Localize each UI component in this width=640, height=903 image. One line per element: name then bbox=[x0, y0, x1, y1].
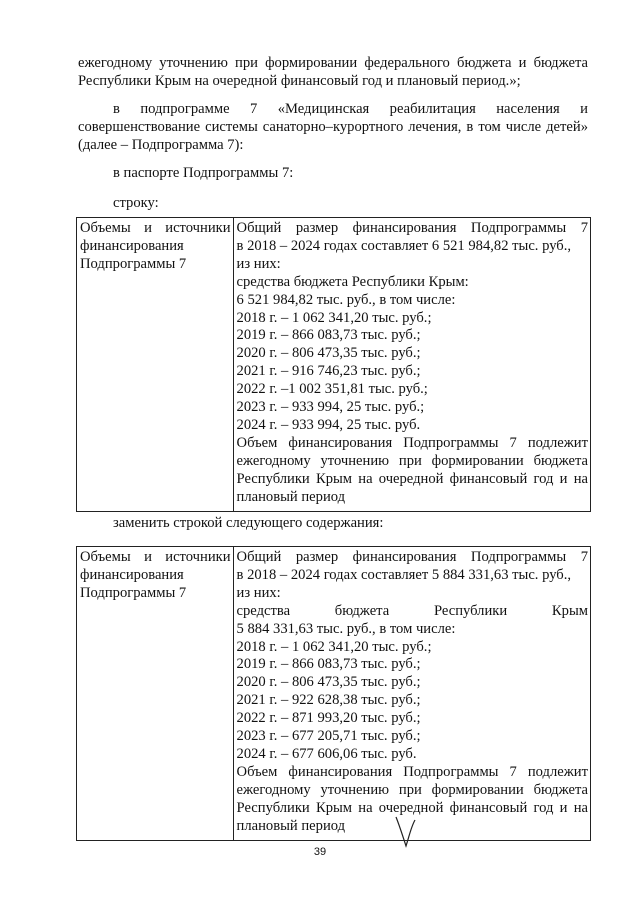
intro-continuation: ежегодному уточнению при формировании федерального бюджета и бюджета Республики Крым на очередной финансовый год и плановый период.»; bbox=[78, 55, 588, 89]
total-line: Общий размер финансирования Подпрограммы 7 bbox=[236, 220, 588, 236]
of-them-line: из них: bbox=[236, 255, 281, 272]
table-row bbox=[77, 547, 591, 841]
year-line: 2020 г. – 806 473,35 тыс. руб.; bbox=[236, 345, 421, 362]
year-line: 2020 г. – 806 473,35 тыс. руб.; bbox=[236, 674, 421, 691]
adjustment-note: Объем финансирования Подпрограммы 7 подлежит ежегодному уточнению при формировании бюджета Республики Крым на очередной финансовый год и на плановый период bbox=[236, 434, 588, 505]
year-line: 2022 г. –1 002 351,81 тыс. руб.; bbox=[236, 381, 428, 398]
year-line: 2021 г. – 916 746,23 тыс. руб.; bbox=[236, 363, 421, 380]
adjustment-note: Объем финансирования Подпрограммы 7 подлежит ежегодному уточнению при формировании бюджета Республики Крым на очередной финансовый год и на плановый период bbox=[236, 763, 588, 834]
source-amount-line: 6 521 984,82 тыс. руб., в том числе: bbox=[236, 291, 456, 308]
row-label: Объемы и источники финансирования Подпрограммы 7 bbox=[77, 218, 234, 512]
row-content bbox=[233, 547, 590, 841]
year-line: 2022 г. – 871 993,20 тыс. руб.; bbox=[236, 710, 421, 727]
old-financing-table bbox=[76, 217, 591, 512]
year-line: 2018 г. – 1 062 341,20 тыс. руб.; bbox=[236, 309, 432, 326]
year-line: 2024 г. – 933 994, 25 тыс. руб. bbox=[236, 416, 421, 433]
source-line: средства бюджета Республики Крым: bbox=[236, 273, 469, 290]
row-label: Объемы и источники финансирования Подпрограммы 7 bbox=[77, 547, 234, 841]
total-line: Общий размер финансирования Подпрограммы 7 bbox=[236, 549, 588, 565]
year-line: 2021 г. – 922 628,38 тыс. руб.; bbox=[236, 692, 421, 709]
handwritten-mark bbox=[394, 815, 418, 849]
total-amount-line: в 2018 – 2024 годах составляет 5 884 331,63 тыс. руб., bbox=[236, 566, 572, 583]
year-line: 2023 г. – 933 994, 25 тыс. руб.; bbox=[236, 399, 425, 416]
year-line: 2023 г. – 677 205,71 тыс. руб.; bbox=[236, 728, 421, 745]
page-number: 39 bbox=[313, 846, 327, 858]
year-line: 2024 г. – 677 606,06 тыс. руб. bbox=[236, 745, 417, 762]
source-amount-line: 5 884 331,63 тыс. руб., в том числе: bbox=[236, 620, 456, 637]
source-line: средства бюджета Республики Крым bbox=[236, 602, 588, 619]
new-financing-table bbox=[76, 546, 591, 841]
year-line: 2018 г. – 1 062 341,20 тыс. руб.; bbox=[236, 638, 432, 655]
total-amount-line: в 2018 – 2024 годах составляет 6 521 984,82 тыс. руб., bbox=[236, 237, 572, 254]
row-line: строку: bbox=[113, 195, 159, 211]
passport-line: в паспорте Подпрограммы 7: bbox=[113, 165, 294, 181]
subprogram-clause: в подпрограмме 7 «Медицинская реабилитация населения и совершенствование системы санаторно–курортного лечения, в том числе детей» (далее – Подпрограмма 7): bbox=[78, 101, 588, 153]
year-line: 2019 г. – 866 083,73 тыс. руб.; bbox=[236, 327, 421, 344]
replace-line: заменить строкой следующего содержания: bbox=[113, 515, 384, 531]
of-them-line: из них: bbox=[236, 584, 281, 601]
year-line: 2019 г. – 866 083,73 тыс. руб.; bbox=[236, 656, 421, 673]
row-content bbox=[233, 218, 590, 512]
table-row bbox=[77, 218, 591, 512]
